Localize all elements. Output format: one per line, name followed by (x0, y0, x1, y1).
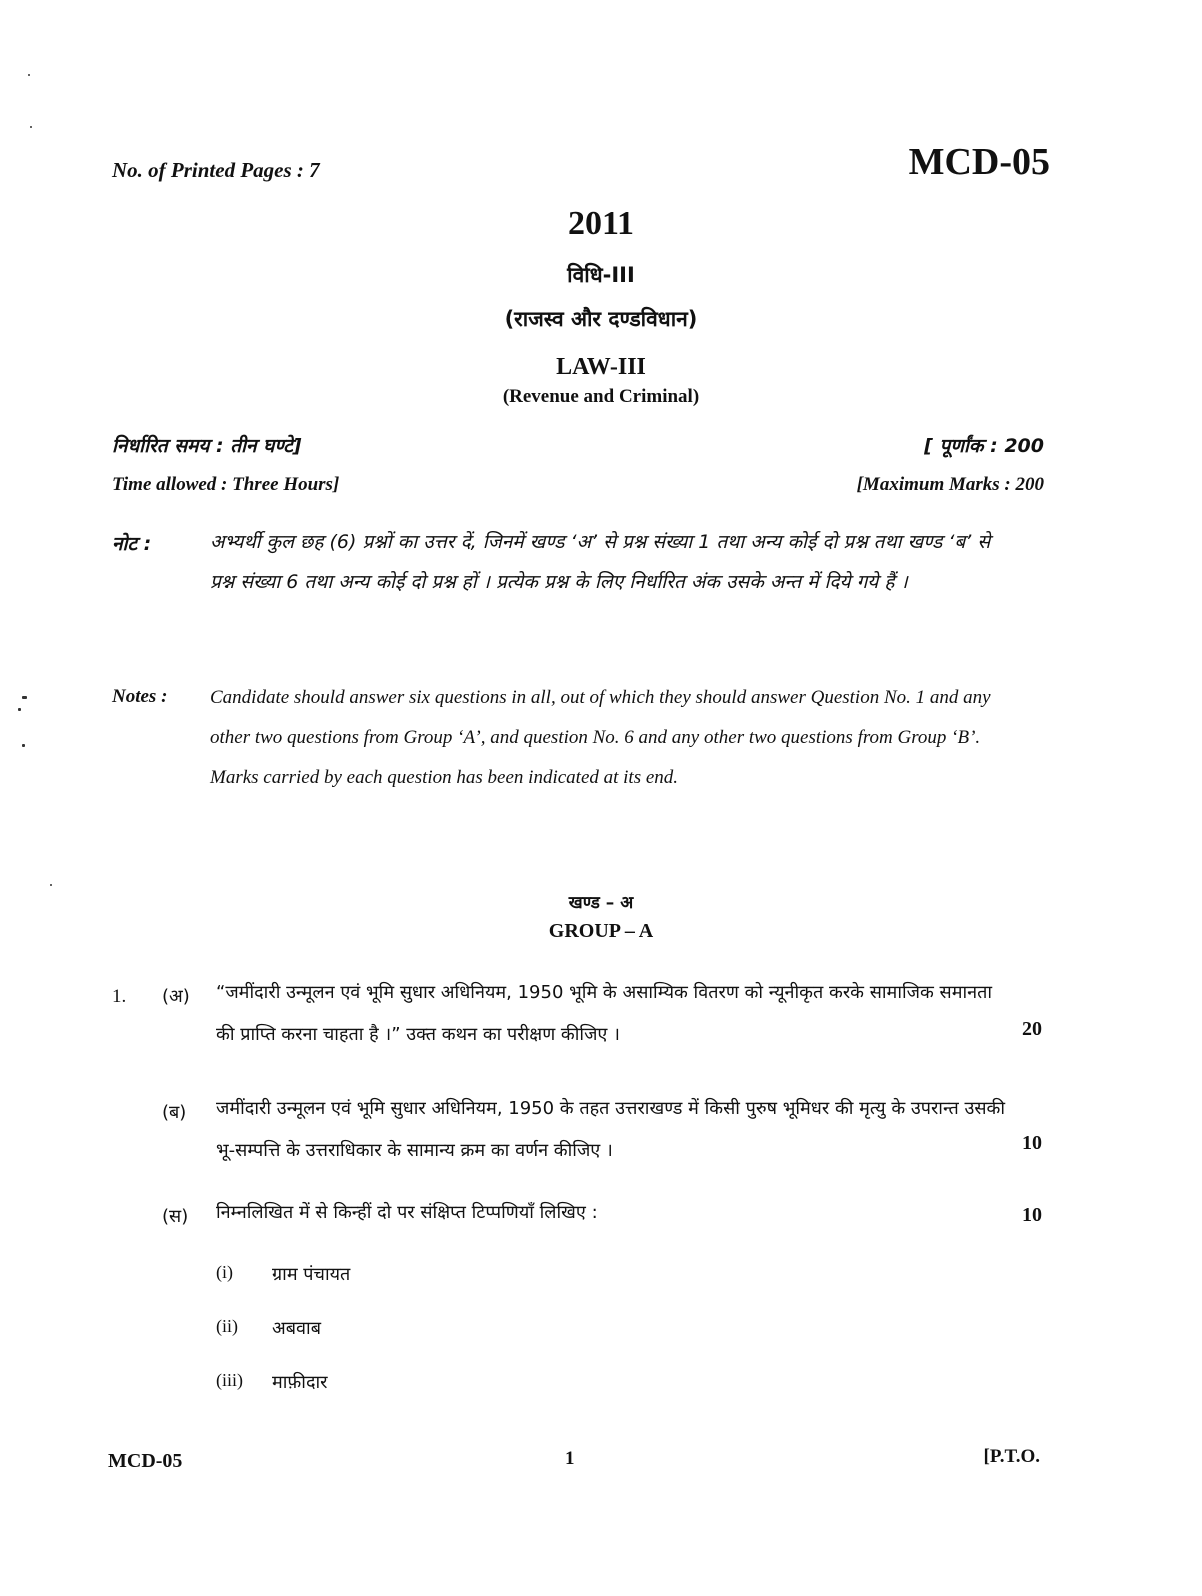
sub-item-label: (ii) (216, 1316, 238, 1336)
part-marks: 10 (1022, 1132, 1042, 1154)
part-text: जमींदारी उन्मूलन एवं भूमि सुधार अधिनियम, 1950 के तहत उत्तराखण्ड में किसी पुरुष भूमिधर की मृत्यु के उपरान्त उसकी भू-सम्पत्ति के उत्तराधिकार के सामान्य क्रम का वर्णन कीजिए । (216, 1098, 1006, 1161)
note-text-hindi: अभ्यर्थी कुल छह (6) प्रश्नों का उत्तर दें, जिनमें खण्ड ‘अ’ से प्रश्न संख्या 1 तथा अन्य कोई दो प्रश्न तथा खण्ड ‘ब’ से प्रश्न संख्या 6 तथा अन्य कोई दो प्रश्न हों । प्रत्येक प्रश्न के लिए निर्धारित अंक उसके अन्त में दिये गये हैं । (210, 531, 991, 593)
part-text: निम्नलिखित में से किन्हीं दो पर संक्षिप्त टिप्पणियाँ लिखिए : (216, 1202, 598, 1223)
sub-item-text: अबवाब (272, 1318, 321, 1339)
footer-paper-code: MCD-05 (108, 1450, 183, 1472)
scan-speck (18, 708, 21, 711)
part-label: (स) (162, 1206, 189, 1227)
part-label: (ब) (162, 1102, 187, 1123)
group-heading-hindi: खण्ड – अ (568, 893, 634, 913)
question-number: 1. (112, 986, 127, 1007)
paper-code: MCD-05 (908, 141, 1050, 183)
time-allowed-hindi: निर्धारित समय : तीन घण्टे] (112, 435, 302, 457)
sub-item-text: माफ़ीदार (272, 1372, 328, 1393)
exam-year: 2011 (567, 205, 635, 242)
scan-speck (22, 744, 25, 747)
scan-speck (50, 884, 52, 886)
subtitle-english: (Revenue and Criminal) (502, 386, 700, 407)
page-number: 1 (565, 1448, 575, 1469)
subtitle-hindi: (राजस्व और दण्डविधान) (504, 307, 698, 331)
part-marks: 10 (1022, 1204, 1042, 1226)
sub-item-label: (iii) (216, 1370, 243, 1390)
please-turn-over: [P.T.O. (983, 1446, 1040, 1467)
printed-pages-count: No. of Printed Pages : 7 (112, 158, 320, 182)
part-marks: 20 (1022, 1018, 1042, 1040)
time-allowed-english: Time allowed : Three Hours] (112, 474, 340, 495)
part-text: “जमींदारी उन्मूलन एवं भूमि सुधार अधिनियम, 1950 भूमि के असाम्यिक वितरण को न्यूनीकृत करके सामाजिक समानता की प्राप्ति करना चाहता है ।” उक्त कथन का परीक्षण कीजिए । (216, 982, 993, 1045)
note-label-hindi: नोट : (112, 533, 152, 555)
sub-item-text: ग्राम पंचायत (272, 1264, 351, 1285)
max-marks-english: [Maximum Marks : 200 (856, 474, 1044, 495)
title-hindi: विधि-III (567, 263, 635, 287)
note-text-english: Candidate should answer six questions in all, out of which they should answer Question No. 1 and any other two questions from Group ‘A’, and question No. 6 and any other two questions from Group ‘B’. Marks carried by each question has been indicated at its end. (210, 687, 991, 788)
group-heading-english: GROUP – A (548, 920, 654, 942)
scan-speck (28, 74, 30, 76)
sub-item-label: (i) (216, 1262, 233, 1282)
part-label: (अ) (162, 986, 190, 1007)
note-label-english: Notes : (112, 686, 168, 707)
title-english: LAW-III (556, 354, 646, 380)
scan-speck (30, 126, 32, 128)
scan-speck (22, 696, 27, 699)
max-marks-hindi: [ पूर्णांक : 200 (924, 435, 1044, 457)
